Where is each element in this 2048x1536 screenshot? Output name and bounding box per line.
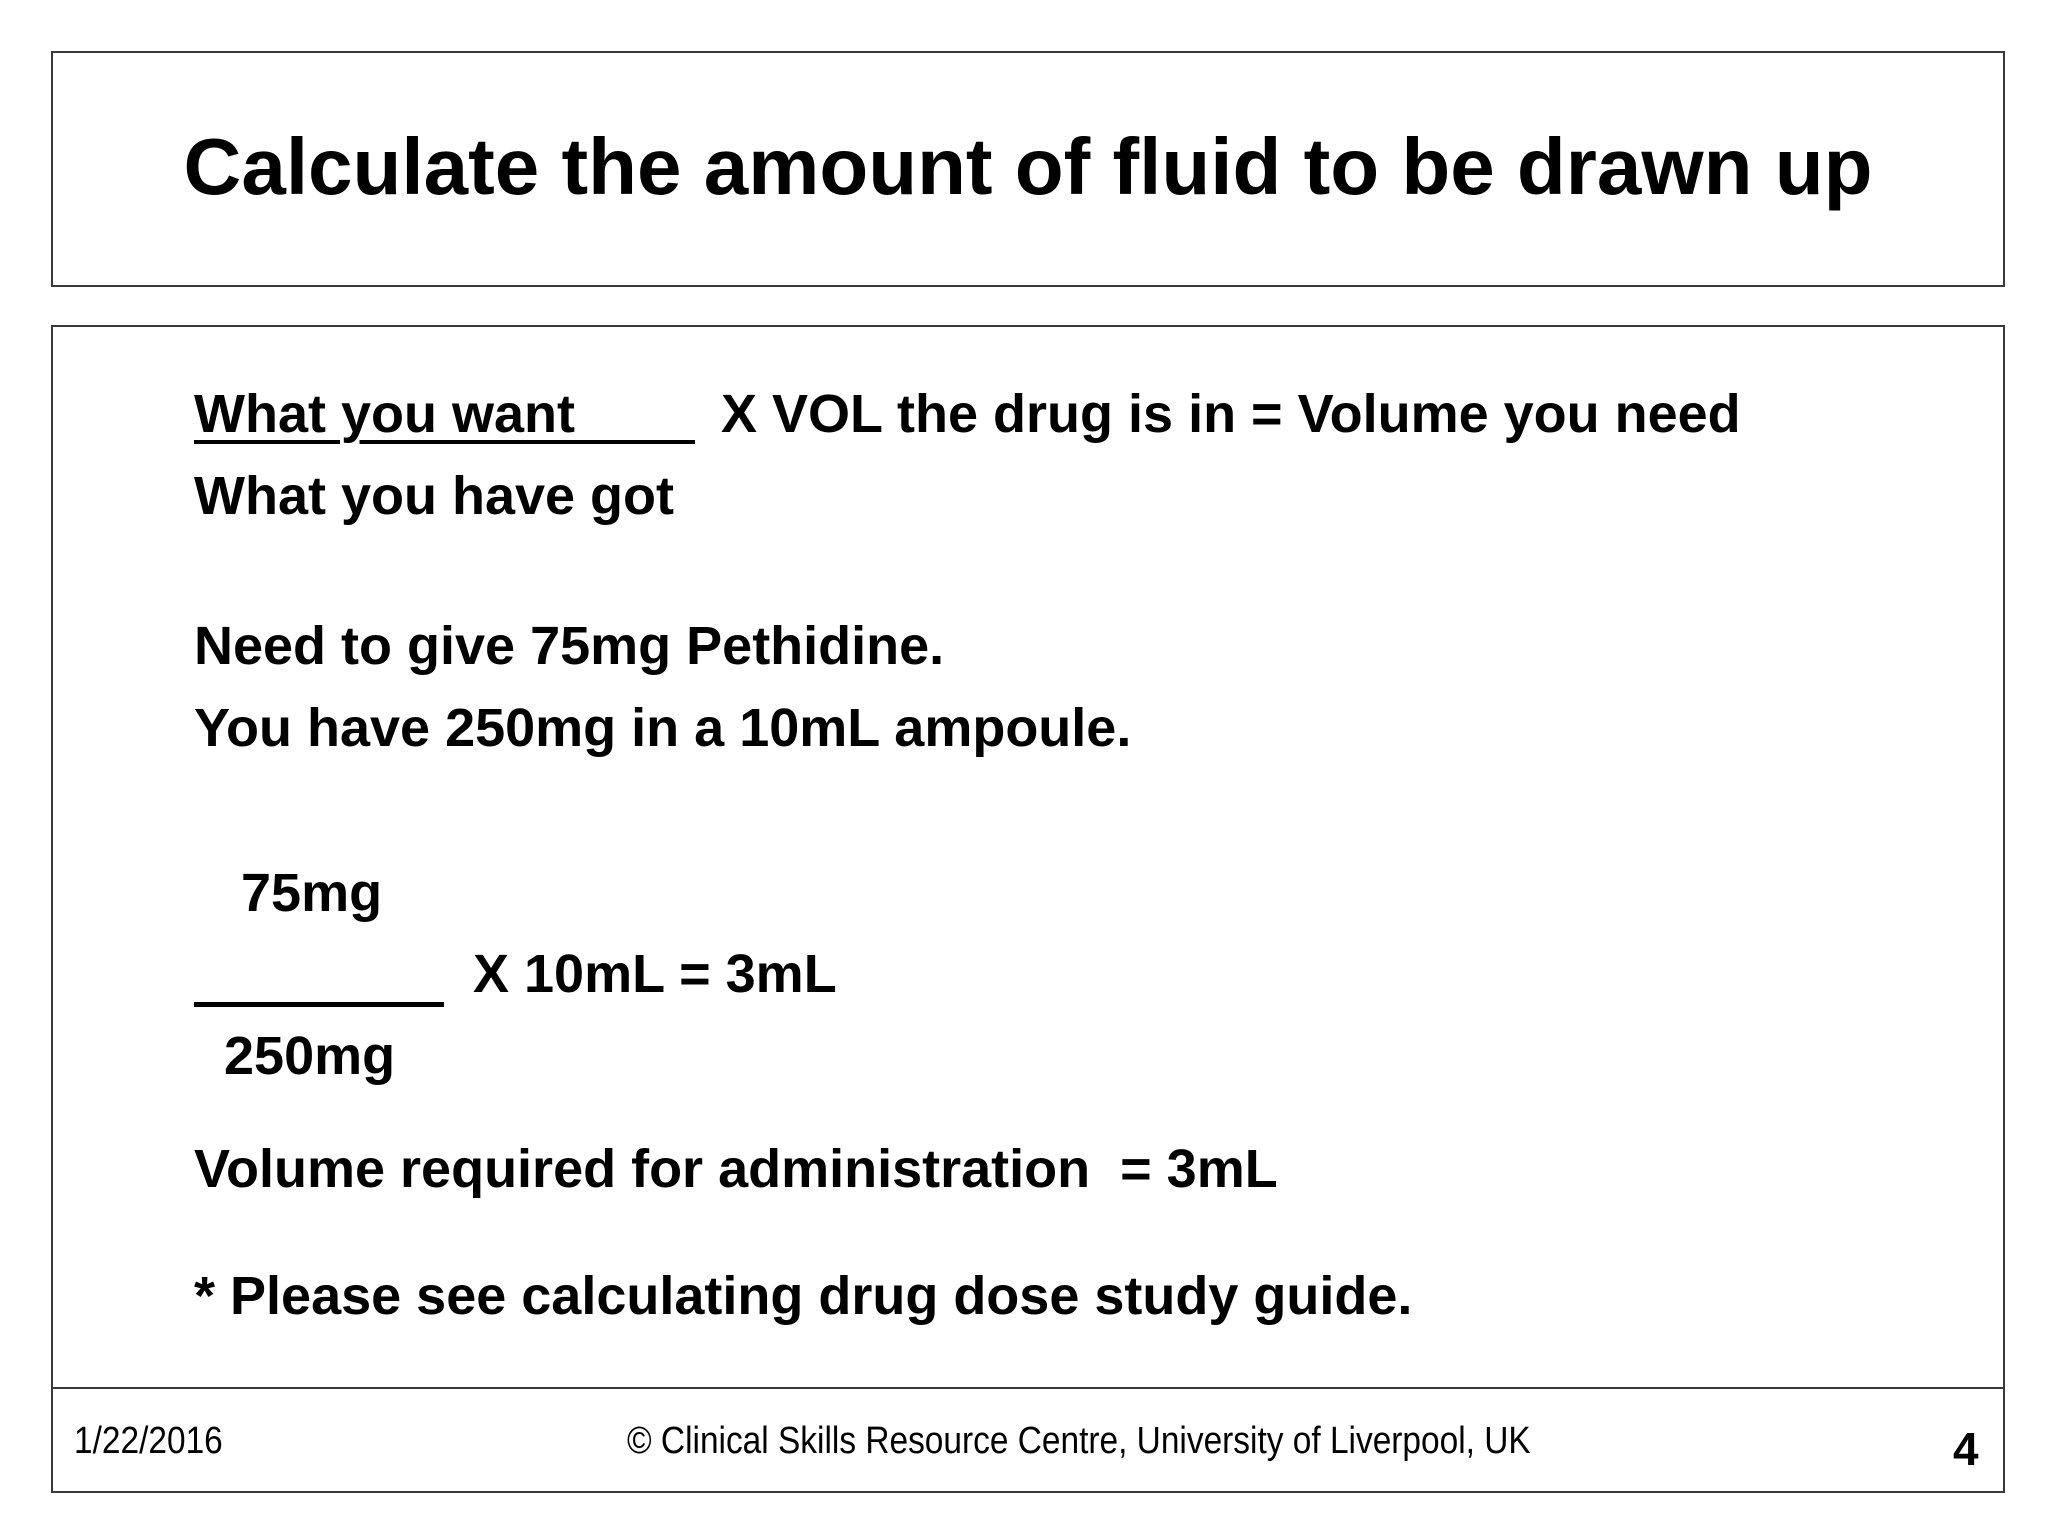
formula-operator: X VOL the drug is in = Volume you need	[721, 384, 1741, 444]
slide-title: Calculate the amount of fluid to be drawn up	[183, 122, 1873, 211]
fraction-bar	[194, 1002, 444, 1007]
problem-line-1: Need to give 75mg Pethidine.	[194, 616, 945, 676]
formula-numerator: What you want	[194, 384, 575, 444]
formula-numerator-line	[194, 384, 695, 444]
calc-operator: X 10mL = 3mL	[473, 944, 837, 1004]
calc-denominator: 250mg	[224, 1026, 396, 1086]
title-box	[51, 51, 2005, 287]
footer-date: 1/22/2016	[74, 1420, 223, 1462]
content-box	[51, 325, 2005, 1493]
footer-copyright: © Clinical Skills Resource Centre, University of Liverpool, UK	[627, 1420, 1531, 1462]
study-guide-note: * Please see calculating drug dose study guide.	[194, 1266, 1413, 1326]
result-line: Volume required for administration = 3mL	[194, 1139, 1278, 1199]
footer-divider	[53, 1387, 2003, 1389]
problem-line-2: You have 250mg in a 10mL ampoule.	[194, 698, 1132, 758]
formula-denominator: What you have got	[194, 466, 675, 526]
calc-numerator: 75mg	[241, 863, 383, 923]
page-number: 4	[1953, 1423, 1979, 1475]
